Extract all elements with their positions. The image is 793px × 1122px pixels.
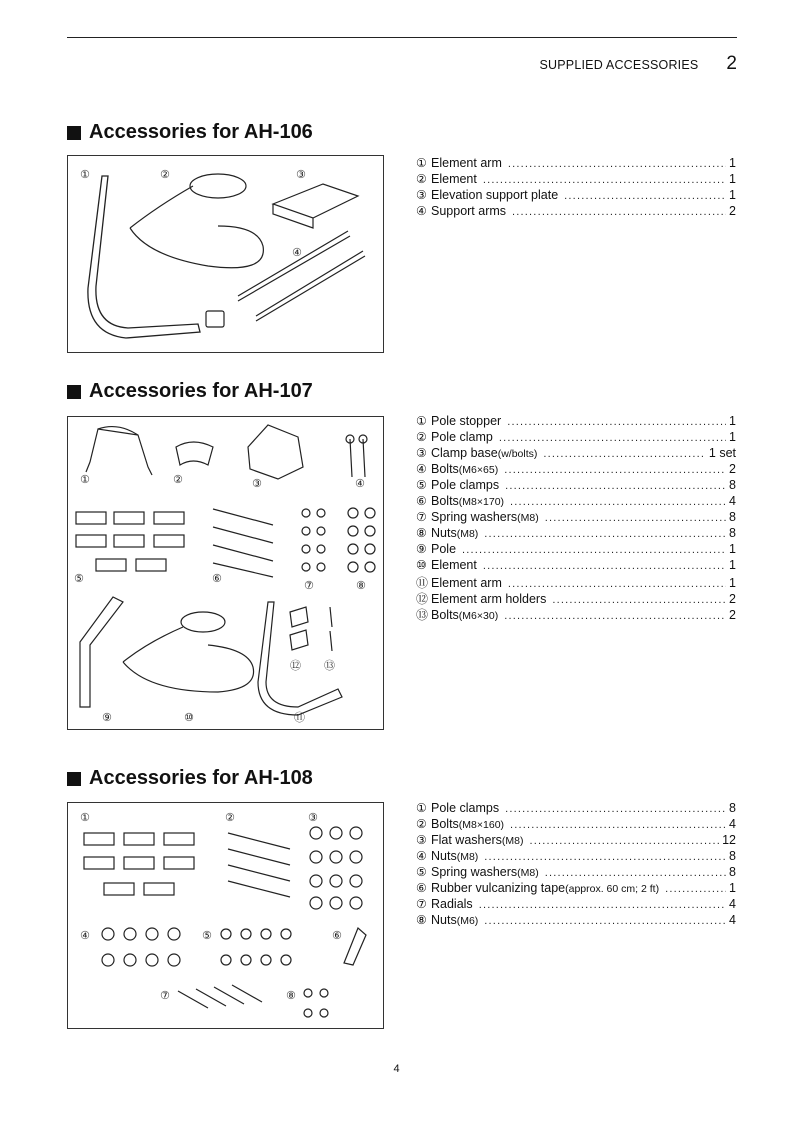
callout-2: ② [160, 169, 170, 181]
callout-13: ⑬ [324, 660, 335, 672]
section-title-ah108: Accessories for AH-108 [67, 767, 313, 790]
callout-3: ③ [296, 169, 306, 181]
list-item: ⑩ Element ..... 1 [416, 558, 736, 574]
square-bullet-icon [67, 772, 81, 786]
callout-11: ⑪ [294, 712, 305, 724]
list-item: ⑬ Bolts (M6×30) ..... 2 [416, 606, 736, 622]
callout-1: ① [80, 474, 90, 486]
section-title-ah106: Accessories for AH-106 [67, 121, 313, 144]
callout-2: ② [173, 474, 183, 486]
callout-7: ⑦ [160, 990, 170, 1002]
callout-4: ④ [355, 478, 365, 490]
header-section-title: SUPPLIED ACCESSORIES [539, 58, 699, 72]
support-arms-drawing [238, 231, 365, 321]
element-drawing [190, 174, 246, 198]
list-item: ④ Bolts (M6×65) ..... 2 [416, 462, 736, 478]
square-bullet-icon [67, 126, 81, 140]
list-item: ⑫ Element arm holders ..... 2 [416, 590, 736, 606]
figure-ah108 [67, 802, 384, 1029]
callout-1: ① [80, 169, 90, 181]
list-item: ① Pole clamps ..... 8 [416, 801, 736, 817]
list-item: ② Pole clamp ..... 1 [416, 430, 736, 446]
callout-5: ⑤ [202, 930, 212, 942]
callout-8: ⑧ [286, 990, 296, 1002]
list-item: ① Pole stopper ..... 1 [416, 414, 736, 430]
list-item: ⑨ Pole ..... 1 [416, 542, 736, 558]
callout-9: ⑨ [102, 712, 112, 724]
parts-list-ah108 [416, 801, 736, 929]
page-header [540, 53, 738, 75]
callout-1: ① [80, 812, 90, 824]
callout-5: ⑤ [74, 573, 84, 585]
list-item: ⑦ Spring washers (M8) ..... 8 [416, 510, 736, 526]
header-chapter-number: 2 [726, 53, 737, 74]
list-item: ④ Support arms ..... 2 [416, 204, 736, 220]
list-item: ④ Nuts (M8) ..... 8 [416, 849, 736, 865]
square-bullet-icon [67, 385, 81, 399]
list-item: ⑧ Nuts (M6) ..... 4 [416, 913, 736, 929]
list-item: ② Bolts (M8×160) ..... 4 [416, 817, 736, 833]
header-rule [67, 37, 737, 38]
element-arm-drawing [88, 176, 200, 338]
section-title-ah107: Accessories for AH-107 [67, 380, 313, 403]
callout-6: ⑥ [332, 930, 342, 942]
list-item: ⑪ Element arm ..... 1 [416, 574, 736, 590]
callout-12: ⑫ [290, 660, 301, 672]
callout-10: ⑩ [184, 712, 194, 724]
callout-4: ④ [80, 930, 90, 942]
page-number: 4 [393, 1063, 400, 1075]
list-item: ① Element arm ..... 1 [416, 156, 736, 172]
callout-3: ③ [308, 812, 318, 824]
figure-ah106 [67, 155, 384, 353]
callout-7: ⑦ [304, 580, 314, 592]
list-item: ② Element ..... 1 [416, 172, 736, 188]
parts-list-ah107 [416, 414, 736, 622]
list-item: ⑤ Spring washers (M8) ..... 8 [416, 865, 736, 881]
list-item: ⑧ Nuts (M8) ..... 8 [416, 526, 736, 542]
list-item: ③ Flat washers (M8) ..... 12 [416, 833, 736, 849]
list-item: ⑥ Rubber vulcanizing tape (approx. 60 cm; 2 ft) ..... 1 [416, 881, 736, 897]
list-item: ⑥ Bolts (M8×170) ..... 4 [416, 494, 736, 510]
list-item: ③ Elevation support plate ..... 1 [416, 188, 736, 204]
callout-4: ④ [292, 247, 302, 259]
list-item: ⑦ Radials ..... 4 [416, 897, 736, 913]
figure-ah107 [67, 416, 384, 730]
callout-8: ⑧ [356, 580, 366, 592]
parts-list-ah106 [416, 156, 736, 220]
callout-2: ② [225, 812, 235, 824]
list-item: ⑤ Pole clamps ..... 8 [416, 478, 736, 494]
callout-6: ⑥ [212, 573, 222, 585]
callout-3: ③ [252, 478, 262, 490]
support-plate-drawing [273, 184, 358, 228]
list-item: ③ Clamp base (w/bolts) ..... 1 set [416, 446, 736, 462]
